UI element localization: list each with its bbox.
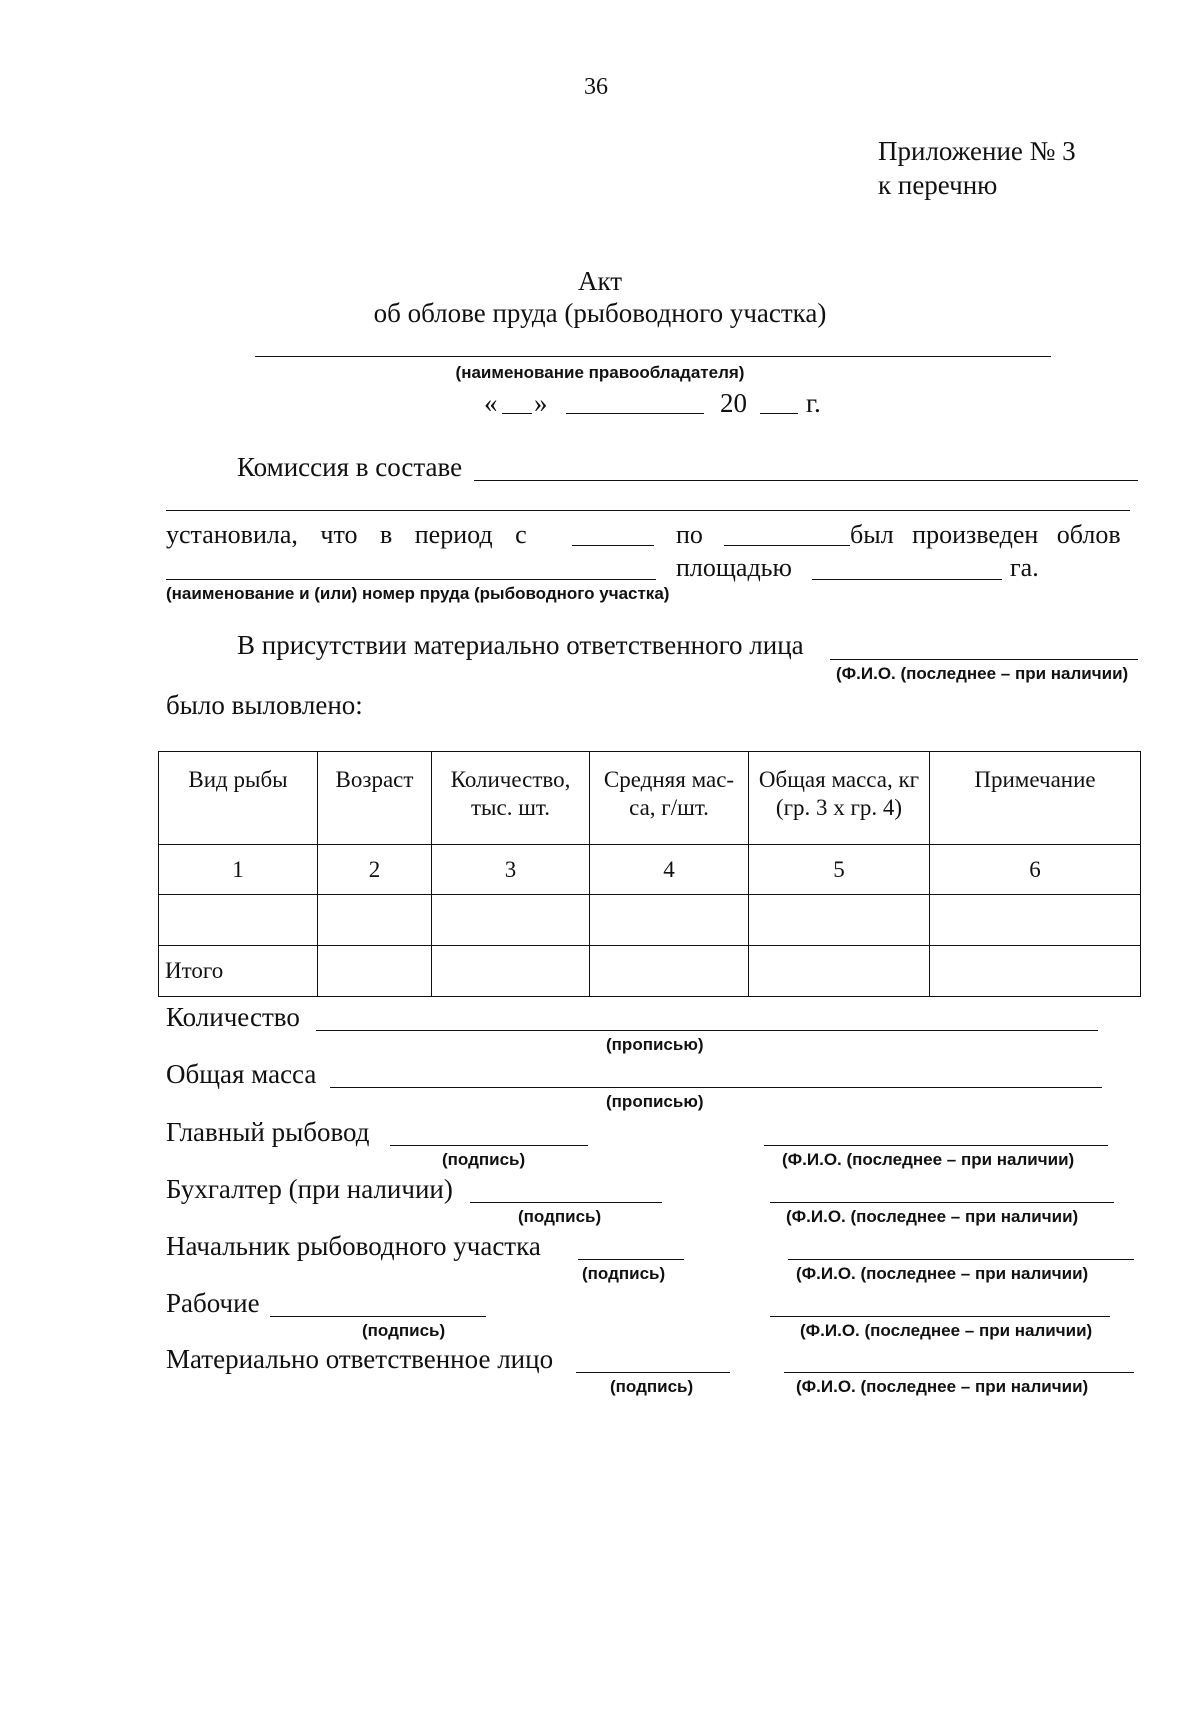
holder-name-line[interactable]: [255, 356, 1051, 357]
header-age: Возраст: [318, 752, 432, 845]
area-text: площадью: [676, 553, 792, 582]
date-month-field[interactable]: [566, 413, 704, 414]
fio-caption: (Ф.И.О. (последнее – при наличии): [786, 1207, 1079, 1226]
fio-caption: (Ф.И.О. (последнее – при наличии): [796, 1264, 1089, 1283]
table-cell[interactable]: [432, 946, 590, 997]
table-cell[interactable]: [930, 895, 1141, 946]
column-number: 3: [432, 845, 590, 895]
date-year-field[interactable]: [760, 413, 798, 414]
column-number: 2: [318, 845, 432, 895]
table-cell[interactable]: [749, 895, 930, 946]
signature-caption: (подпись): [362, 1321, 446, 1340]
site-head-name-field[interactable]: [788, 1259, 1134, 1260]
area-field[interactable]: [812, 579, 1002, 580]
header-fish-species: Вид рыбы: [159, 752, 318, 845]
performed-text: был произведен облов: [850, 520, 1121, 549]
quantity-label: Количество: [166, 1002, 300, 1032]
header-quantity: Количество, тыс. шт.: [432, 752, 590, 845]
accountant-name-field[interactable]: [770, 1202, 1114, 1203]
document-title: Акт: [577, 266, 623, 296]
table-cell[interactable]: [159, 895, 318, 946]
total-label: Итого: [159, 946, 318, 997]
header-note: Примечание: [930, 752, 1141, 845]
fio-caption: (Ф.И.О. (последнее – при наличии): [782, 1150, 1075, 1169]
established-text: установила, что в период с: [166, 520, 527, 549]
accountant-label: Бухгалтер (при наличии): [166, 1174, 453, 1204]
header-average-mass: Средняя мас- са, г/шт.: [590, 752, 749, 845]
table-header-row: [159, 752, 1141, 845]
chief-fish-breeder-label: Главный рыбовод: [166, 1117, 370, 1147]
header-total-mass: Общая масса, кг (гр. 3 х гр. 4): [749, 752, 930, 845]
column-number: 6: [930, 845, 1141, 895]
chief-fish-breeder-signature-field[interactable]: [390, 1145, 588, 1146]
date-quote-close: »: [534, 388, 548, 418]
period-to-field[interactable]: [724, 545, 850, 546]
responsible-person-caption: (Ф.И.О. (последнее – при наличии): [836, 664, 1129, 683]
responsible-person-name-field[interactable]: [784, 1372, 1134, 1373]
period-to-text: по: [676, 520, 703, 549]
catch-table: [158, 751, 1141, 997]
table-cell[interactable]: [590, 946, 749, 997]
signature-caption: (подпись): [518, 1207, 602, 1226]
column-number: 1: [159, 845, 318, 895]
workers-label: Рабочие: [166, 1288, 260, 1318]
date-quote-open: «: [484, 388, 498, 418]
date-year-prefix: 20: [720, 388, 747, 418]
quantity-caption: (прописью): [606, 1035, 704, 1054]
total-mass-caption: (прописью): [606, 1092, 704, 1111]
appendix-line2: к перечню: [878, 170, 998, 200]
quantity-field[interactable]: [316, 1030, 1098, 1031]
commission-members-field-2[interactable]: [166, 510, 1130, 511]
signature-caption: (подпись): [610, 1377, 694, 1396]
table-row: [159, 895, 1141, 946]
period-from-field[interactable]: [572, 545, 654, 546]
table-cell[interactable]: [930, 946, 1141, 997]
table-cell[interactable]: [432, 895, 590, 946]
commission-members-field[interactable]: [474, 480, 1138, 481]
table-total-row: [159, 946, 1141, 997]
signature-caption: (подпись): [442, 1150, 526, 1169]
table-cell[interactable]: [318, 895, 432, 946]
total-mass-label: Общая масса: [166, 1059, 317, 1089]
holder-name-caption: (наименование правообладателя): [455, 363, 745, 382]
document-subtitle: об облове пруда (рыбоводного участка): [373, 298, 827, 328]
column-number: 5: [749, 845, 930, 895]
table-cell[interactable]: [590, 895, 749, 946]
table-cell[interactable]: [318, 946, 432, 997]
commission-label: Комиссия в составе: [237, 452, 463, 482]
fio-caption: (Ф.И.О. (последнее – при наличии): [800, 1321, 1093, 1340]
date-year-suffix: г.: [806, 388, 821, 418]
workers-name-field[interactable]: [770, 1316, 1110, 1317]
total-mass-field[interactable]: [330, 1087, 1102, 1088]
table-cell[interactable]: [749, 946, 930, 997]
page-number: 36: [584, 74, 608, 100]
signature-caption: (подпись): [582, 1264, 666, 1283]
appendix-line1: Приложение № 3: [878, 136, 1076, 166]
accountant-signature-field[interactable]: [470, 1202, 662, 1203]
workers-signature-field[interactable]: [270, 1316, 486, 1317]
site-head-signature-field[interactable]: [578, 1259, 684, 1260]
responsible-person-field[interactable]: [830, 659, 1138, 660]
pond-name-caption: (наименование и (или) номер пруда (рыбоводного участка): [166, 584, 670, 603]
site-head-label: Начальник рыбоводного участка: [166, 1231, 541, 1261]
table-number-row: [159, 845, 1141, 895]
caught-text: было выловлено:: [166, 690, 363, 720]
fio-caption: (Ф.И.О. (последнее – при наличии): [796, 1377, 1089, 1396]
presence-label: В присутствии материально ответственного лица: [237, 630, 804, 660]
date-day-field[interactable]: [502, 413, 532, 414]
responsible-person-label: Материально ответственное лицо: [166, 1344, 554, 1374]
pond-name-field[interactable]: [166, 579, 656, 580]
chief-fish-breeder-name-field[interactable]: [764, 1145, 1108, 1146]
responsible-person-signature-field[interactable]: [576, 1372, 730, 1373]
ha-text: га.: [1010, 553, 1039, 582]
column-number: 4: [590, 845, 749, 895]
